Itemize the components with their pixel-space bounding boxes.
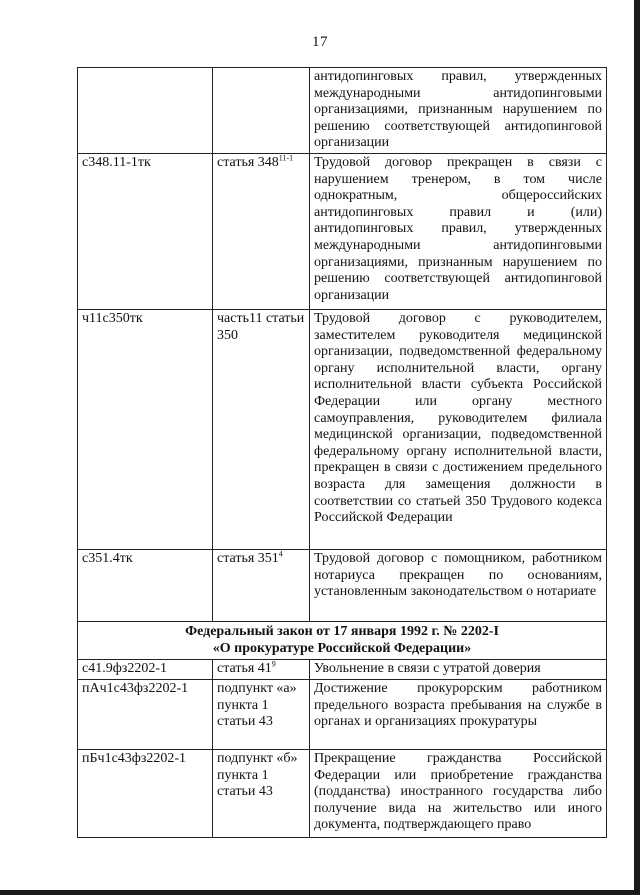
article-line: статьи 43 — [217, 714, 273, 730]
description-cell: Прекращение гражданства Российской Федерации или приобретение гражданства (подданства) иностранного государства либо получение вида на жительство или иного документа, подтверждающего право — [310, 749, 607, 837]
table-row — [78, 153, 607, 309]
code-cell: ч11с350тк — [78, 309, 213, 549]
code-cell: пБч1с43фз2202-1 — [78, 749, 213, 837]
article-line: подпункт «а» — [217, 680, 297, 696]
code-cell — [78, 68, 213, 154]
table-row — [78, 309, 607, 549]
article-line: статьи 43 — [217, 784, 273, 800]
description-cell: Увольнение в связи с утратой доверия — [310, 659, 607, 679]
section-header-row — [78, 621, 607, 659]
description-cell: Трудовой договор с руководителем, заместителем руководителя медицинской организации, подведомственной федеральному органу исполнительной власти, органу исполнительной власти субъекта Российской Федерации или органу местного самоуправления, руководителем филиала медицинской организации, подведомственной федеральному органу исполнительной власти, прекращен в связи с достижением предельного возраста для замещения должности в соответствии со статьей 350 Трудового кодекса Российской Федерации — [310, 309, 607, 549]
article-label: статья 351 — [217, 550, 279, 566]
scan-edge-bottom — [0, 890, 640, 895]
description-cell: антидопинговых правил, утвержденных международными антидопинговыми организациями, признанным нарушением по решению соответствующей антидопинговой организации — [310, 68, 607, 154]
article-cell — [213, 679, 310, 749]
table-row — [78, 749, 607, 837]
article-cell — [213, 659, 310, 679]
section-title-line1: Федеральный закон от 17 января 1992 г. № 2202-I — [185, 623, 499, 639]
section-header — [78, 621, 607, 659]
page-number: 17 — [312, 34, 328, 50]
article-superscript: 11-1 — [278, 153, 294, 163]
article-superscript: 4 — [278, 549, 283, 559]
table-row — [78, 549, 607, 621]
description-cell: Трудовой договор прекращен в связи с нарушением тренером, в том числе однократным, общероссийских антидопинговых правил и (или) антидопинговых правил, утвержденных международными антидопинговыми организациями, признанным нарушением по решению соответствующей антидопинговой организации — [310, 153, 607, 309]
description-cell: Достижение прокурорским работником предельного возраста пребывания на службе в органах и организациях прокуратуры — [310, 679, 607, 749]
article-superscript: 9 — [271, 659, 276, 669]
code-cell: с41.9фз2202-1 — [78, 659, 213, 679]
article-cell — [213, 749, 310, 837]
code-cell: пАч1с43фз2202-1 — [78, 679, 213, 749]
article-cell — [213, 68, 310, 154]
dismissal-codes-table — [77, 67, 607, 838]
article-line: пункта 1 — [217, 697, 269, 713]
code-cell: с351.4тк — [78, 549, 213, 621]
description-cell: Трудовой договор с помощником, работником нотариуса прекращен по основаниям, установленным законодательством о нотариате — [310, 549, 607, 621]
section-title-line2: «О прокуратуре Российской Федерации» — [212, 640, 472, 656]
article-label: статья 348 — [217, 154, 279, 170]
article-line: подпункт «б» — [217, 750, 298, 766]
article-cell — [213, 549, 310, 621]
article-line: пункта 1 — [217, 767, 269, 783]
table-row — [78, 68, 607, 154]
article-cell — [213, 153, 310, 309]
table-row — [78, 659, 607, 679]
article-label: статья 41 — [217, 660, 272, 676]
code-cell: с348.11-1тк — [78, 153, 213, 309]
table-row — [78, 679, 607, 749]
article-cell: часть11 статьи 350 — [213, 309, 310, 549]
scan-edge-right — [634, 0, 640, 895]
